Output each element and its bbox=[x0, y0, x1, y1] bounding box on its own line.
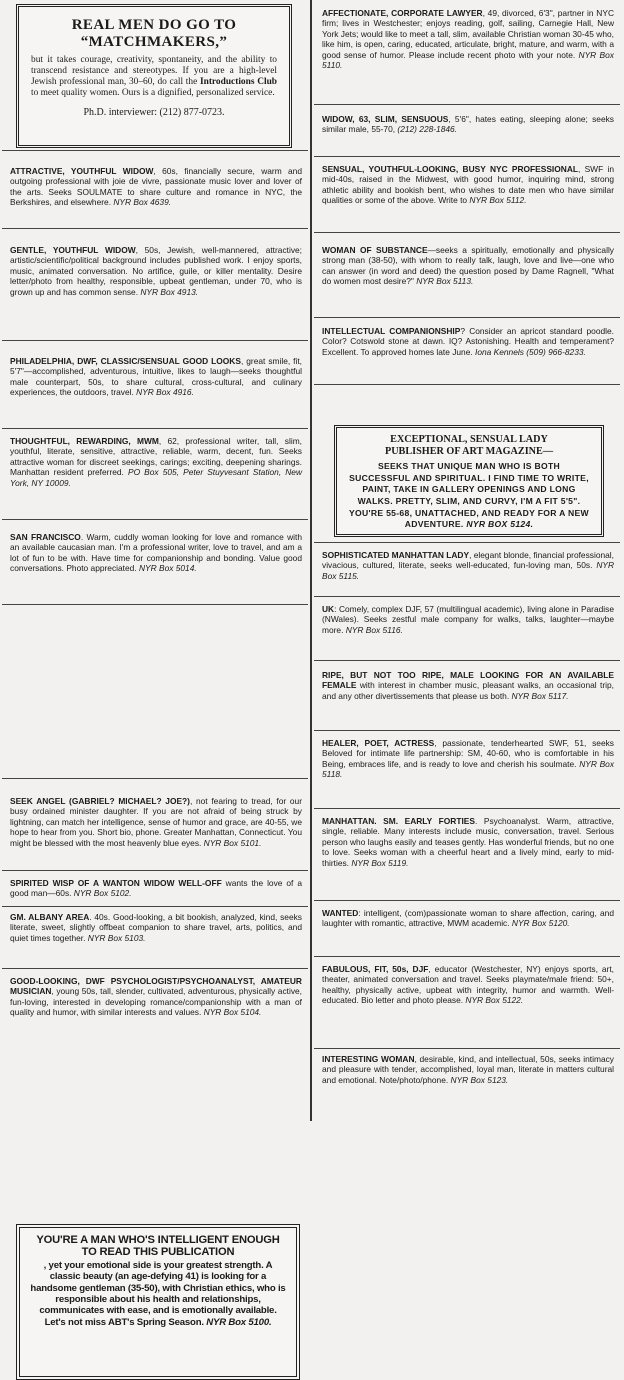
ad-body: . Psychoanalyst. Warm, attractive, single, reliable. Many interests include music, conversation, travel. Serious person who laughs easily and teases gently. Has wonderful friends, but no one to love. Seeks woman with a cheerful heart and a lively mind, early to mid-thirties. bbox=[322, 816, 614, 868]
ad-item bbox=[314, 550, 620, 597]
ad-body: , desirable, kind, and intellectual, 50s, seeks intimacy and pleasure with tender, accomplished, loyal man, literate in matters cultural and emotional. Note/photo/phone. bbox=[322, 1054, 614, 1085]
ad-item bbox=[2, 245, 308, 341]
ad-body: , 60s, financially secure, warm and outgoing professional with joie de vivre, passionate music lover and lover of the arts. Seeks SOULMATE to share culture and romance in NYC, the Berkshires, and elsewhere. bbox=[10, 166, 302, 208]
ad-box-number: (212) 228-1846. bbox=[397, 124, 458, 135]
ad-item bbox=[2, 976, 308, 1038]
ad-item bbox=[314, 816, 620, 901]
ad-headline: UK bbox=[322, 604, 335, 614]
ad-body: , 62, professional writer, tall, slim, youthful, literate, sensitive, attractive, reliable, warm, decent, fun. Seeks attractive woman for discreet seekings, carings; exciting, deepening sharings. Manhattan resident preferred. bbox=[10, 436, 302, 478]
ad-box-number: NYR Box 5113. bbox=[416, 276, 474, 287]
ad-item bbox=[2, 878, 308, 907]
ad-item bbox=[314, 604, 620, 661]
ad-item bbox=[314, 670, 620, 731]
ad-item bbox=[314, 8, 620, 105]
matchmakers-title-line2: “MATCHMAKERS,” bbox=[80, 34, 228, 50]
ad-box-number: NYR Box 5122. bbox=[465, 995, 524, 1006]
ad-headline: SENSUAL, YOUTHFUL-LOOKING, BUSY NYC PROFESSIONAL bbox=[322, 164, 578, 174]
ad-item bbox=[314, 326, 620, 385]
ad-body: , 49, divorced, 6'3", partner in NYC firm; lives in Westchester; enjoys reading, golf, sailing, Carnegie Hall, New York Jets; would like to meet a tall, slim, available Christian woman 30-45 who, like him, is open, caring, educated, articulate, bright, mature, and warm, with a good sense of humor. Please include recent photo with your note. bbox=[322, 8, 614, 60]
ad-item bbox=[2, 436, 308, 520]
ad-item bbox=[2, 166, 308, 229]
lady-headline-line1: EXCEPTIONAL, SENSUAL LADY bbox=[390, 434, 548, 445]
lady-headline-line2: PUBLISHER OF ART MAGAZINE— bbox=[384, 445, 554, 457]
ad-item bbox=[314, 164, 620, 233]
ad-body: wants the love of a good man—60s. bbox=[10, 878, 302, 899]
matchmakers-body bbox=[31, 55, 277, 99]
exceptional-lady-frame bbox=[334, 425, 604, 537]
ad-body: , young 50s, tall, slender, cultivated, adventurous, physically active, fun-loving, interested in developing romance/companionship with a man of quality and humor, with similar interests and values. bbox=[10, 986, 302, 1018]
ad-body: . Warm, cuddly woman looking for love and romance with an available caucasian man. I'm a professional writer, love to travel, and am a lot of fun to be with. Have time for companionship and bonding. Value good conversations. Photo appreciated. bbox=[10, 532, 302, 574]
ad-item bbox=[314, 908, 620, 957]
ad-body: , passionate, tenderhearted SWF, 51, seeks Beloved for intimate life partnership: SM, 40-60, who is comfortable in his Being, embraces life, and is ready to love and cherish his soulmate. bbox=[322, 738, 614, 769]
ad-box-number: NYR Box 5110. bbox=[322, 49, 614, 71]
ad-box-number: NYR Box 5014. bbox=[138, 563, 197, 574]
ad-body: , 5'6", hates eating, sleeping alone; seeks similar male, 55-70, bbox=[322, 114, 614, 135]
ad-headline: SEEK ANGEL (GABRIEL? MICHAEL? JOE?) bbox=[10, 796, 190, 806]
matchmakers-frame bbox=[16, 4, 292, 148]
ad-headline: SAN FRANCISCO bbox=[10, 532, 81, 542]
ad-headline: GM. ALBANY AREA bbox=[10, 912, 90, 922]
lady-body-text: SEEKS THAT UNIQUE MAN WHO IS BOTH SUCCESSFUL AND SPIRITUAL. I FIND TIME TO WRITE, PAINT, TAKE IN GALLERY OPENINGS AND LONG WALKS. PRETTY, SLIM, AND CURVY, I'M A FIT 5'5". YOU'RE 55-68, UNATTACHED, AND READY FOR A NEW ADVENTURE. bbox=[349, 461, 589, 530]
ad-headline: WANTED bbox=[322, 908, 359, 918]
ad-headline: HEALER, POET, ACTRESS bbox=[322, 738, 435, 748]
matchmakers-club-name: Introductions Club bbox=[199, 77, 277, 87]
ad-headline: MANHATTAN. SM. EARLY FORTIES bbox=[322, 816, 475, 826]
ad-headline: INTERESTING WOMAN bbox=[322, 1054, 415, 1064]
lady-body bbox=[347, 461, 591, 531]
column-divider bbox=[310, 0, 312, 1121]
ad-headline: ATTRACTIVE, YOUTHFUL WIDOW bbox=[10, 166, 154, 176]
ad-item bbox=[314, 1054, 620, 1114]
intelligent-body bbox=[30, 1260, 286, 1328]
ad-body: , not fearing to tread, for our busy ordained minister daughter. If you are not afraid of being struck by lightning, can match her intelligence, sense of humor and grace, are 40-55, we hope to hear from you. Short bio, phone. Greater Manhattan, Connecticut. You might be blessed with the most heavenly blue eyes. bbox=[10, 796, 302, 848]
ad-headline: SOPHISTICATED MANHATTAN LADY bbox=[322, 550, 470, 560]
matchmakers-ad bbox=[2, 0, 308, 151]
ad-item bbox=[2, 532, 308, 605]
matchmakers-title-line1: REAL MEN DO GO TO bbox=[71, 17, 237, 33]
ad-box-number: NYR Box 5119. bbox=[351, 857, 409, 868]
ad-box-number: NYR Box 5123. bbox=[450, 1074, 509, 1085]
ad-headline: PHILADELPHIA, DWF, CLASSIC/SENSUAL GOOD LOOKS bbox=[10, 356, 241, 366]
exceptional-lady-ad bbox=[314, 392, 620, 543]
ad-box-number: NYR Box 5104. bbox=[203, 1007, 262, 1018]
ad-box-number: NYR Box 4913. bbox=[140, 286, 199, 297]
ad-box-number: Iona Kennels (509) 966-8233. bbox=[475, 346, 586, 357]
ad-box-number: NYR Box 5112. bbox=[469, 195, 527, 206]
ad-body: , SWF in mid-40s, raised in the Midwest, with good humor, inquiring mind, strong athletic ability and bookish bent, who wishes to date men who have similar qualities or some of the above. Write to bbox=[322, 164, 614, 206]
ad-box-number: NYR Box 5120. bbox=[511, 918, 570, 929]
ad-box-number: NYR Box 4639. bbox=[113, 197, 172, 208]
ad-body: —seeks a spiritually, emotionally and physically strong man (38-50), with whom to really talk, laugh, love and live—one who can answer (in word and deed) the question posed by Dame Ragnell, "What do women most desire?" bbox=[322, 245, 614, 287]
ad-body: ? Consider an apricot standard poodle. Color? Cotswold stone at dawn. IQ? Astonishing. Health and temperament? Excellent. To approved homes late June. bbox=[322, 326, 614, 357]
ad-item bbox=[314, 245, 620, 318]
ad-headline: FABULOUS, FIT, 50s, DJF bbox=[322, 964, 429, 974]
ad-box-number: NYR Box 5116. bbox=[345, 624, 403, 635]
lady-box-number: NYR BOX 5124. bbox=[466, 519, 534, 530]
ad-box-number: NYR Box 5102. bbox=[73, 888, 132, 899]
ad-body: , educator (Westchester, NY) enjoys sports, art, theater, animated conversation and travel. Seeks playmate/male friend: 50+, healthy, physically active, upbeat with integrity, humor and warmth. Well-educated. Bio letter and photo please. bbox=[322, 964, 614, 1006]
ad-item bbox=[2, 356, 308, 429]
ad-headline: AFFECTIONATE, CORPORATE LAWYER bbox=[322, 8, 483, 18]
ad-headline: SPIRITED WISP OF A WANTON WIDOW WELL-OFF bbox=[10, 878, 222, 888]
ad-body: , 50s, Jewish, well-mannered, attractive; artistic/scientific/political background includes published work. I enjoy sports, music, animated conversation. No artifice, guile, or killer mentality. Desire letter/photo from healthy, responsible, upbeat gentleman, under 70, who is grown up and has common sense. bbox=[10, 245, 302, 297]
ad-headline: RIPE, BUT NOT TOO RIPE, MALE LOOKING FOR AN AVAILABLE FEMALE bbox=[322, 670, 614, 691]
ad-item bbox=[2, 796, 308, 871]
ad-body: with interest in chamber music, pleasant walks, an occasional trip, and any other divertissements that please us both. bbox=[322, 680, 614, 701]
matchmakers-body-pre: but it takes courage, creativity, spontaneity, and the ability to transcend resistance and stereotypes. If you are a high-level Jewish professional man, 30–60, do call the bbox=[31, 55, 277, 87]
intelligent-headline: YOU'RE A MAN WHO'S INTELLIGENT ENOUGH TO READ THIS PUBLICATION bbox=[36, 1234, 280, 1259]
ad-headline: GOOD-LOOKING, DWF PSYCHOLOGIST/PSYCHOANALYST, AMATEUR MUSICIAN bbox=[10, 976, 302, 997]
ad-headline: GENTLE, YOUTHFUL WIDOW bbox=[10, 245, 136, 255]
ad-item bbox=[314, 114, 620, 157]
ad-body: , elegant blonde, financial professional, vivacious, cultured, literate, seeks well-educated, fun-loving man, 50s. bbox=[322, 550, 614, 571]
matchmakers-signature: Ph.D. interviewer: (212) 877-0723. bbox=[83, 107, 225, 118]
ad-box-number: NYR Box 5101. bbox=[203, 837, 262, 848]
ad-headline: THOUGHTFUL, REWARDING, MWM bbox=[10, 436, 159, 446]
ad-box-number: NYR Box 5103. bbox=[87, 932, 146, 943]
ad-headline: WOMAN OF SUBSTANCE bbox=[322, 245, 428, 255]
ad-body: : Comely, complex DJF, 57 (multilingual academic), living alone in Paradise (NWales). Seeks zestful male company for walks, talks, laughter—maybe more. bbox=[322, 604, 614, 635]
ad-box-number: NYR Box 4916. bbox=[136, 387, 194, 398]
intelligent-box-number: NYR Box 5100. bbox=[206, 1316, 272, 1328]
ad-box-number: NYR Box 5118. bbox=[322, 758, 615, 780]
intelligent-frame bbox=[16, 1224, 300, 1380]
ad-item bbox=[314, 738, 620, 809]
ad-body: , great smile, fit, 5'7"—accomplished, adventurous, intuitive, likes to laugh—seeks thoughtful male counterpart, 50s, to share cultural, cross-cultural, and culinary experiences, the outdoors, travel. bbox=[10, 356, 303, 398]
matchmakers-body-post: to meet quality women. Ours is a dignified, personalized service. bbox=[31, 88, 275, 98]
ad-headline: WIDOW, 63, SLIM, SENSUOUS bbox=[322, 114, 449, 124]
ad-headline: INTELLECTUAL COMPANIONSHIP bbox=[322, 326, 461, 336]
ad-item bbox=[2, 912, 308, 969]
ad-item bbox=[314, 964, 620, 1049]
intelligent-body-text: , yet your emotional side is your greatest strength. A classic beauty (an age-defying 41) is looking for a handsome gentleman (35-50), with Christian ethics, who is responsible about his health and relationships, communicates with ease, and is emotionally available. Let's not miss ABT's Spring Season. bbox=[30, 1259, 286, 1328]
ad-box-number: NYR Box 5115. bbox=[322, 560, 615, 581]
ad-box-number: NYR Box 5117. bbox=[511, 690, 569, 701]
ad-box-number: PO Box 505, Peter Stuyvesant Station, New York, NY 10009. bbox=[10, 467, 302, 488]
ad-body: . 40s. Good-looking, a bit bookish, analyzed, kind, seeks literate, sweet, slightly offbeat companion to share travel, arts, politics, and quiet times together. bbox=[10, 912, 302, 943]
ad-body: : intelligent, (com)passionate woman to share affection, caring, and laughter with romantic, attractive, MWM academic. bbox=[322, 908, 614, 929]
